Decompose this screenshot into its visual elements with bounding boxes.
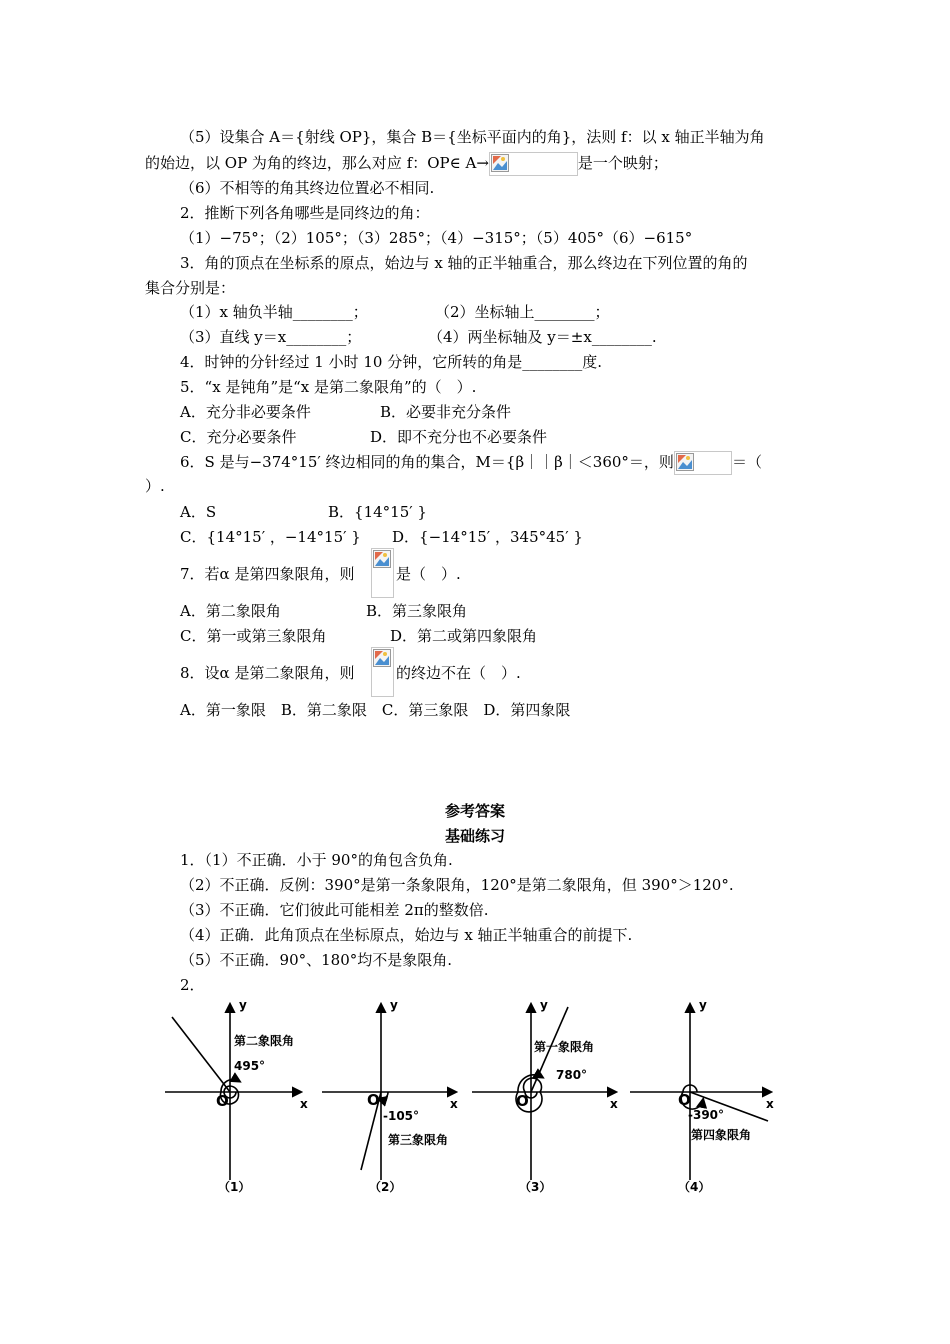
broken-image-icon [373, 550, 391, 568]
q3-a4: （4）两坐标轴及 y＝±x________. [428, 328, 657, 346]
q6-stem-text: 6．S 是与−374°15′ 终边相同的角的集合，M＝{β｜｜β｜＜360°＝，则 [180, 453, 674, 471]
q1-5-line2 [145, 152, 668, 176]
q2-title: 2．推断下列各角哪些是同终边的角： [180, 204, 430, 222]
q5-option-a: A．充分非必要条件 [180, 403, 311, 421]
q3-line2: 集合分别是： [145, 279, 236, 297]
figure-3-angle: 780° [556, 1068, 588, 1082]
q6-option-a: A．S [180, 503, 217, 521]
q4: 4．时钟的分针经过 1 小时 10 分钟，它所转的角是________度. [180, 353, 603, 371]
q6-stem-end: ）. [145, 477, 165, 495]
q8-stem-text: 8．设α 是第二象限角，则 [180, 664, 355, 682]
broken-image-icon [676, 453, 694, 471]
figure-3-x-label: x [610, 1097, 618, 1111]
q8-options: A．第一象限 B．第二象限 C．第三象限 D．第四象限 [180, 701, 571, 719]
formula-image-placeholder [371, 548, 394, 598]
angle-figures [150, 995, 790, 1200]
formula-image-placeholder [674, 451, 732, 475]
q6-option-b: B．{14°15′ } [328, 503, 427, 521]
figure-3-y-label: y [540, 998, 548, 1012]
q7-option-a: A．第二象限角 [180, 602, 281, 620]
figure-2-angle: -105° [383, 1109, 420, 1123]
figure-1-y-label: y [239, 998, 247, 1012]
figure-1-origin: O [216, 1092, 229, 1110]
figure-2-y-label: y [390, 998, 398, 1012]
q1-5-line2-tail: 是一个映射； [577, 154, 668, 172]
figure-4-x-label: x [766, 1097, 774, 1111]
q1-5-line1: （5）设集合 A＝{射线 OP}，集合 B＝{坐标平面内的角}，法则 f：以 x 轴正半轴为角 [180, 128, 765, 146]
q5-option-c: C．充分必要条件 [180, 428, 297, 446]
figure-2-quadrant-label: 第三象限角 [388, 1133, 449, 1147]
answer-1-2: （2）不正确．反例：390°是第一条象限角，120°是第二象限角，但 390°＞120°. [180, 876, 734, 894]
figure-2-caption: （2） [369, 1180, 402, 1194]
figure-3 [472, 1005, 615, 1180]
q6-stem [180, 451, 762, 475]
answers-subtitle: 基础练习 [444, 827, 505, 845]
answer-1-3: （3）不正确．它们彼此可能相差 2π的整数倍. [180, 901, 489, 919]
q1-5-line2-text: 的始边，以 OP 为角的终边，那么对应 f：OP∈ A→ [145, 154, 489, 172]
q7-stem-text: 7．若α 是第四象限角，则 [180, 565, 355, 583]
q6-option-c: C．{14°15′ ，−14°15′ } [180, 528, 361, 546]
answer-2: 2． [180, 976, 205, 994]
broken-image-icon [373, 649, 391, 667]
q7-option-d: D．第二或第四象限角 [390, 627, 538, 645]
figure-2-x-label: x [450, 1097, 458, 1111]
figure-4-caption: （4） [678, 1180, 711, 1194]
figure-1-quadrant-label: 第二象限角 [234, 1034, 295, 1048]
figure-1 [165, 1005, 300, 1180]
figure-4-quadrant-label: 第四象限角 [691, 1128, 752, 1142]
q8-stem-tail: 的终边不在（ ）. [396, 664, 521, 682]
figure-3-caption: （3） [519, 1180, 552, 1194]
q6-stem-tail: ＝（ [731, 453, 762, 471]
figure-4-y-label: y [699, 998, 707, 1012]
q3-a3: （3）直线 y＝x________； [180, 328, 362, 346]
figure-1-x-label: x [300, 1097, 308, 1111]
figure-3-quadrant-label: 第一象限角 [534, 1040, 595, 1054]
broken-image-icon [491, 154, 509, 172]
q3-line1: 3．角的顶点在坐标系的原点，始边与 x 轴的正半轴重合，那么终边在下列位置的角的 [180, 254, 748, 272]
q3-a2: （2）坐标轴上________； [435, 303, 610, 321]
figure-1-angle: 495° [234, 1059, 266, 1073]
q1-6: （6）不相等的角其终边位置必不相同. [180, 179, 435, 197]
q7-option-b: B．第三象限角 [366, 602, 468, 620]
q3-a1: （1）x 轴负半轴________； [180, 303, 368, 321]
q6-option-d: D．{−14°15′ ，345°45′ } [392, 528, 583, 546]
q5-option-d: D．即不充分也不必要条件 [370, 428, 548, 446]
figure-2 [322, 1005, 455, 1180]
q2-items: （1）−75°；（2）105°；（3）285°；（4）−315°；（5）405°（6）−615° [180, 229, 693, 247]
q7-stem-tail: 是（ ）. [396, 565, 461, 583]
figure-4 [630, 1005, 770, 1180]
answer-1-5: （5）不正确．90°、180°均不是象限角. [180, 951, 453, 969]
formula-image-placeholder [371, 647, 394, 697]
answer-1-1: 1．（1）不正确．小于 90°的角包含负角. [180, 851, 453, 869]
q5-stem: 5．“x 是钝角”是“x 是第二象限角”的（ ）. [180, 378, 477, 396]
figure-2-origin: O [367, 1091, 380, 1109]
answers-title: 参考答案 [444, 802, 505, 820]
figure-4-origin: O [678, 1091, 691, 1109]
figure-4-angle: -390° [688, 1108, 725, 1122]
answer-1-4: （4）正确．此角顶点在坐标原点，始边与 x 轴正半轴重合的前提下. [180, 926, 633, 944]
figure-1-caption: （1） [218, 1180, 251, 1194]
figure-3-origin: O [516, 1092, 529, 1110]
formula-image-placeholder [489, 152, 578, 176]
q5-option-b: B．必要非充分条件 [380, 403, 512, 421]
q7-option-c: C．第一或第三象限角 [180, 627, 327, 645]
